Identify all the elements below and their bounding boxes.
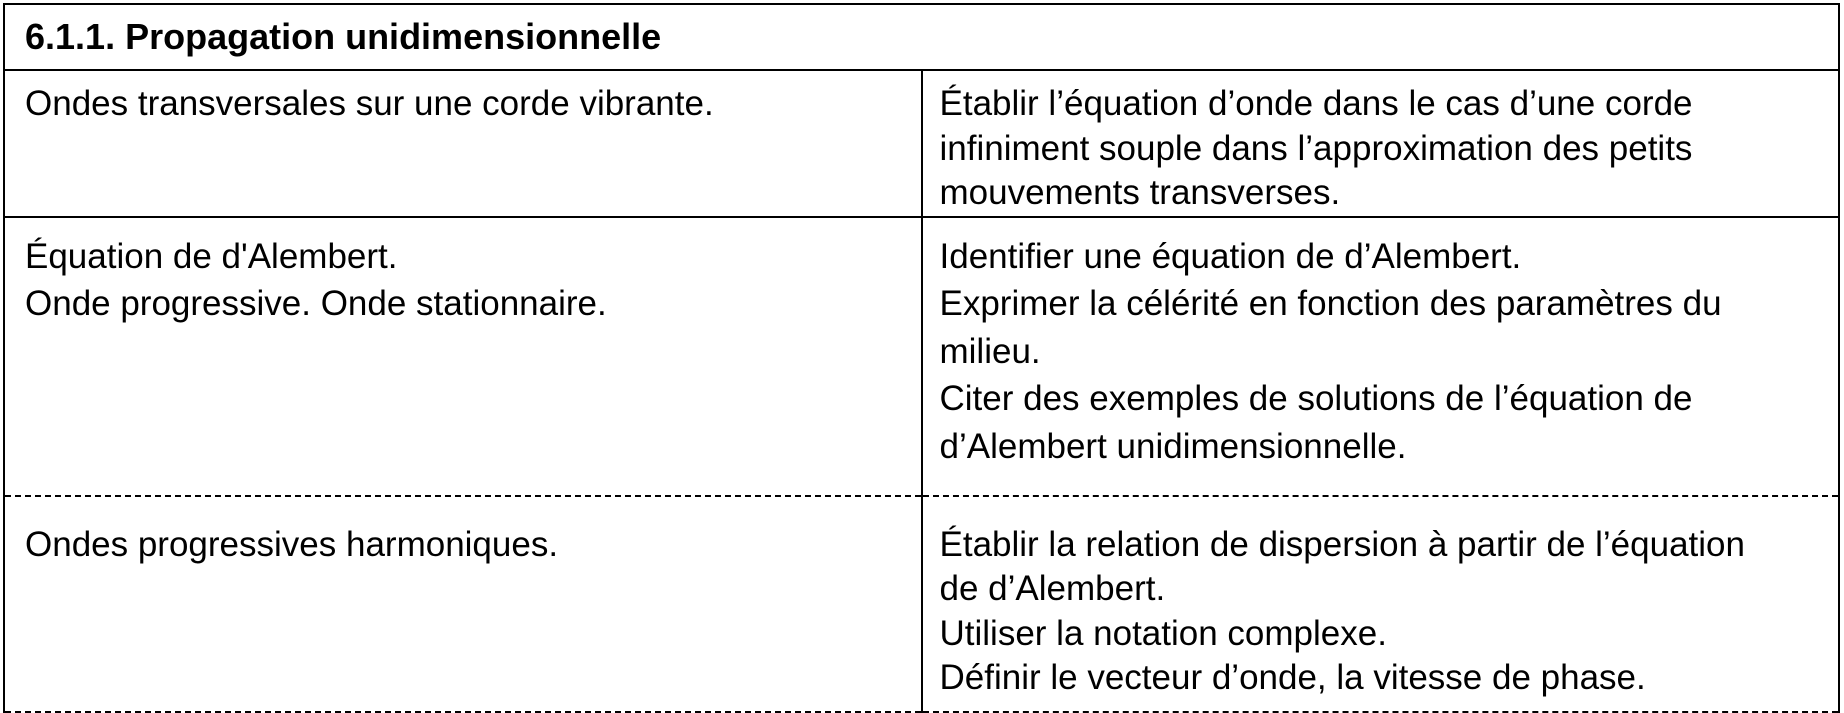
table-row [4, 217, 1839, 496]
capacity-line: Établir la relation de dispersion à partir de l’équation [939, 524, 1745, 564]
notion-line: Équation de d'Alembert. [25, 236, 398, 276]
capacity-line: de d’Alembert. [939, 569, 1166, 608]
capacity-line: d’Alembert unidimensionnelle. [939, 426, 1407, 466]
notion-line: Ondes progressives harmoniques. [25, 524, 559, 564]
table-row [4, 496, 1839, 712]
table-row [4, 70, 1839, 217]
capacity-cell [922, 496, 1840, 712]
capacity-line: Utiliser la notation complexe. [939, 613, 1387, 653]
notion-cell [4, 70, 922, 217]
notion-line: Ondes transversales sur une corde vibrante. [25, 84, 714, 123]
capacity-line: Identifier une équation de d’Alembert. [939, 236, 1522, 276]
capacity-line: Exprimer la célérité en fonction des paramètres du [939, 284, 1722, 324]
capacity-line: mouvements transverses. [939, 173, 1341, 212]
capacity-line: infiniment souple dans l’approximation des petits [939, 128, 1693, 168]
capacity-line: Établir l’équation d’onde dans le cas d’une corde [939, 84, 1693, 123]
capacity-cell [922, 217, 1840, 496]
section-title: 6.1.1. Propagation unidimensionnelle [4, 4, 1839, 70]
notion-cell [4, 217, 922, 496]
capacity-line: Citer des exemples de solutions de l’équation de [939, 379, 1693, 419]
notion-cell [4, 496, 922, 712]
curriculum-table [3, 3, 1840, 713]
notion-line: Onde progressive. Onde stationnaire. [25, 284, 607, 324]
capacity-cell [922, 70, 1840, 217]
section-header-row [4, 4, 1839, 70]
capacity-line: milieu. [939, 331, 1041, 371]
capacity-line: Définir le vecteur d’onde, la vitesse de phase. [939, 658, 1646, 697]
